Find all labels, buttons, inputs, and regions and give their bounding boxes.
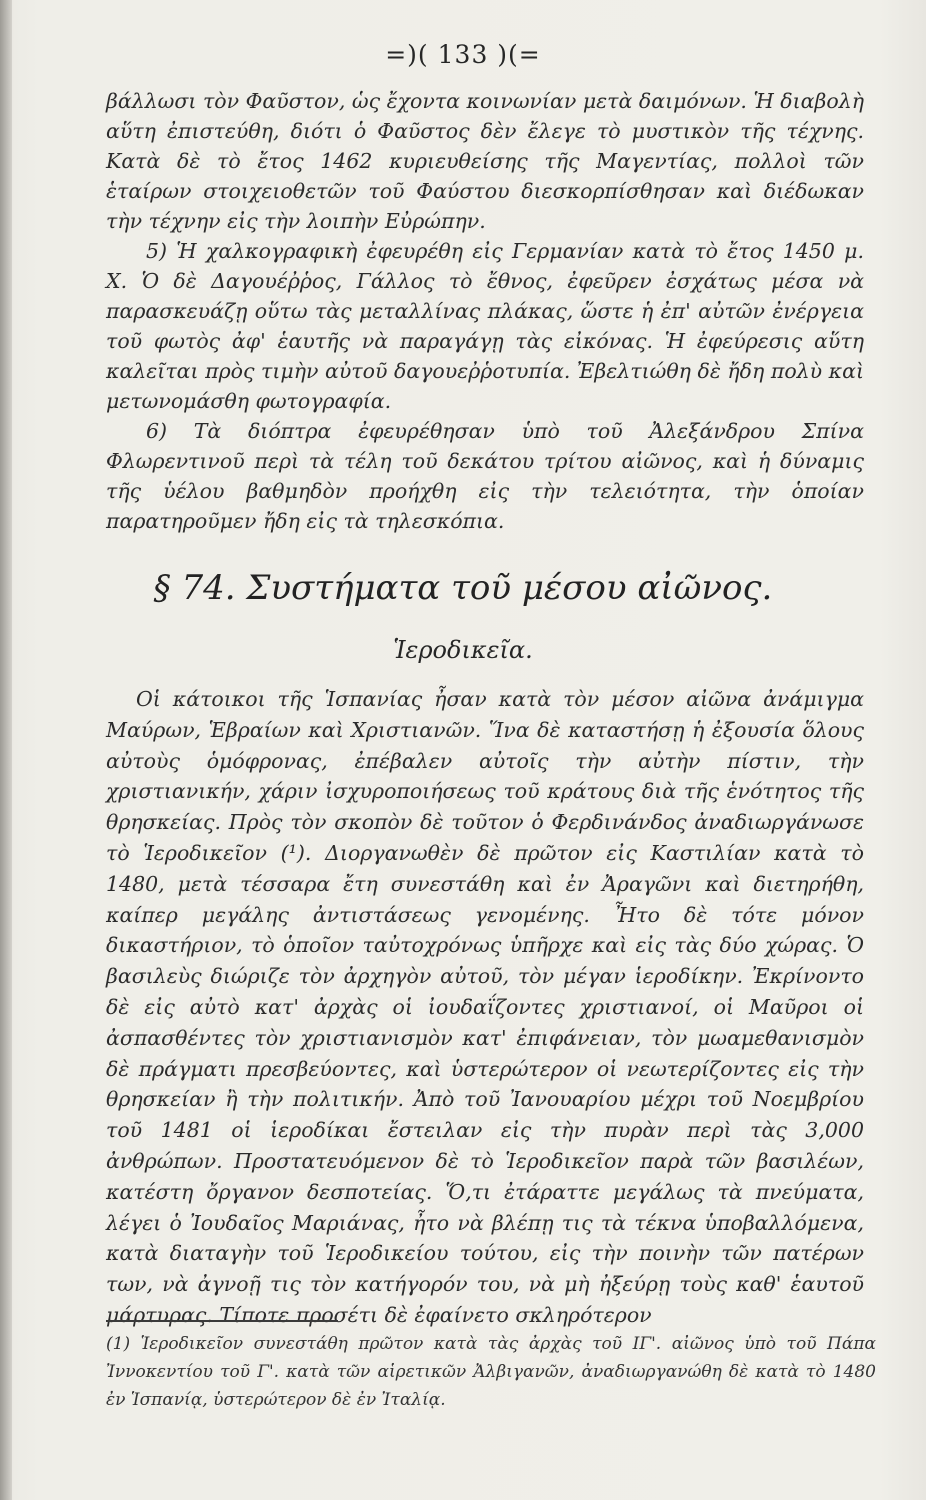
paragraph-faustus: βάλλωσι τὸν Φαῦστον, ὡς ἔχοντα κοινωνίαν μετὰ δαιμόνων. Ἡ διαβολὴ αὕτη ἐπιστεύθη, διότι ὁ Φαῦστος δὲν ἔλεγε τὸ μυστικὸν τῆς τέχνης. Κατὰ δὲ τὸ ἔτος 1462 κυριευθείσης τῆς Μαγεντίας, πολλοὶ τῶν ἑταίρων στοιχειοθετῶν τοῦ Φαύστου διεσκορπίσθησαν καὶ διέδωκαν τὴν τέχνην εἰς τὴν λοιπὴν Εὐρώπην. (106, 89, 864, 233)
footnote-divider (106, 1320, 338, 1322)
page-number-header: =)( 133 )(= (385, 40, 541, 69)
footnote-block (106, 1330, 876, 1414)
paragraph-inquisition: Οἱ κάτοικοι τῆς Ἱσπανίας ἦσαν κατὰ τὸν μέσον αἰῶνα ἀνάμιγμα Μαύρων, Ἑβραίων καὶ Χριστιανῶν. Ἵνα δὲ καταστήσῃ ἡ ἐξουσία ὅλους αὐτοὺς ὁμόφρονας, ἐπέβαλεν αὐτοῖς τὴν αὐτὴν πίστιν, τὴν χριστιανικήν, χάριν ἰσχυροποιήσεως τοῦ κράτους διὰ τῆς ἑνότητος τῆς θρησκείας. Πρὸς τὸν σκοπὸν δὲ τοῦτον ὁ Φερδινάνδος ἀναδιωργάνωσε τὸ Ἱεροδικεῖον (¹). Διοργανωθὲν δὲ πρῶτον εἰς Καστιλίαν κατὰ τὸ 1480, μετὰ τέσσαρα ἔτη συνεστάθη καὶ ἐν Ἀραγῶνι καὶ διετηρήθη, καίπερ μεγάλης ἀντιστάσεως γενομένης. Ἦτο δὲ τότε μόνον δικαστήριον, τὸ ὁποῖον ταὐτοχρόνως ὑπῆρχε καὶ εἰς τὰς δύο χώρας. Ὁ βασιλεὺς διώριζε τὸν ἀρχηγὸν αὐτοῦ, τὸν μέγαν ἱεροδίκην. Ἐκρίνοντο δὲ εἰς αὐτὸ κατ' ἀρχὰς οἱ ἰουδαΐζοντες χριστιανοί, οἱ Μαῦροι οἱ ἀσπασθέντες τὸν χριστιανισμὸν κατ' ἐπιφάνειαν, τὸν μωαμεθανισμὸν δὲ πράγματι πρεσβεύοντες, καὶ ὑστερώτερον οἱ νεωτερίζοντες εἰς τὴν θρησκείαν ἢ τὴν πολιτικήν. Ἀπὸ τοῦ Ἰανουαρίου μέχρι τοῦ Νοεμβρίου τοῦ 1481 οἱ ἱεροδίκαι ἔστειλαν εἰς τὴν πυρὰν περὶ τὰς 3,000 ἀνθρώπων. Προστατευόμενον δὲ τὸ Ἱεροδικεῖον παρὰ τῶν βασιλέων, κατέστη ὄργανον δεσποτείας. Ὅ,τι ἐτάραττε μεγάλως τὰ πνεύματα, λέγει ὁ Ἰουδαῖος Μαριάνας, ἦτο νὰ βλέπῃ τις τὰ τέκνα ὑποβαλλόμενα, κατὰ διαταγὴν τοῦ Ἱεροδικείου τούτου, εἰς τὴν ποινὴν τῶν πατέρων των, νὰ ἀγνοῇ τις τὸν κατήγορόν του, νὰ μὴ ἠξεύρῃ τοὺς καθ' ἑαυτοῦ μάρτυρας. Τίποτε προσέτι δὲ ἐφαίνετο σκληρότερον (106, 687, 864, 1327)
page-spine-shadow (0, 0, 12, 1500)
section-subtitle: Ἱεροδικεῖα. (393, 636, 533, 664)
upper-text-block (106, 86, 864, 536)
paragraph-chalcography: 5) Ἡ χαλκογραφικὴ ἐφευρέθη εἰς Γερμανίαν κατὰ τὸ ἔτος 1450 μ. Χ. Ὁ δὲ Δαγουέῤῥος, Γάλλος τὸ ἔθνος, ἐφεῦρεν ἐσχάτως μέσα νὰ παρασκευάζῃ οὕτω τὰς μεταλλίνας πλάκας, ὥστε ἡ ἐπ' αὐτῶν ἐνέργεια τοῦ φωτὸς ἀφ' ἑαυτῆς νὰ παραγάγῃ τὰς εἰκόνας. Ἡ ἐφεύρεσις αὕτη καλεῖται πρὸς τιμὴν αὐτοῦ δαγουεῤῥοτυπία. Ἐβελτιώθη δὲ ἤδη πολὺ καὶ μετωνομάσθη φωτογραφία. (106, 239, 864, 413)
footnote-text: (1) Ἱεροδικεῖον συνεστάθη πρῶτον κατὰ τὰς ἀρχὰς τοῦ ΙΓ'. αἰῶνος ὑπὸ τοῦ Πάπα Ἰννοκεντίου τοῦ Γ'. κατὰ τῶν αἱρετικῶν Ἀλβιγανῶν, ἀναδιωργανώθη δὲ κατὰ τὸ 1480 ἐν Ἱσπανίᾳ, ὑστερώτερον δὲ ἐν Ἰταλίᾳ. (106, 1334, 876, 1410)
main-text-block (106, 684, 864, 1331)
section-title: § 74. Συστήματα τοῦ μέσου αἰῶνος. (153, 568, 773, 608)
paragraph-lenses: 6) Τὰ διόπτρα ἐφευρέθησαν ὑπὸ τοῦ Ἀλεξάνδρου Σπίνα Φλωρεντινοῦ περὶ τὰ τέλη τοῦ δεκάτου τρίτου αἰῶνος, καὶ ἡ δύναμις τῆς ὑέλου βαθμηδὸν προήχθη εἰς τὴν τελειότητα, τὴν ὁποίαν παρατηροῦμεν ἤδη εἰς τὰ τηλεσκόπια. (106, 419, 864, 533)
